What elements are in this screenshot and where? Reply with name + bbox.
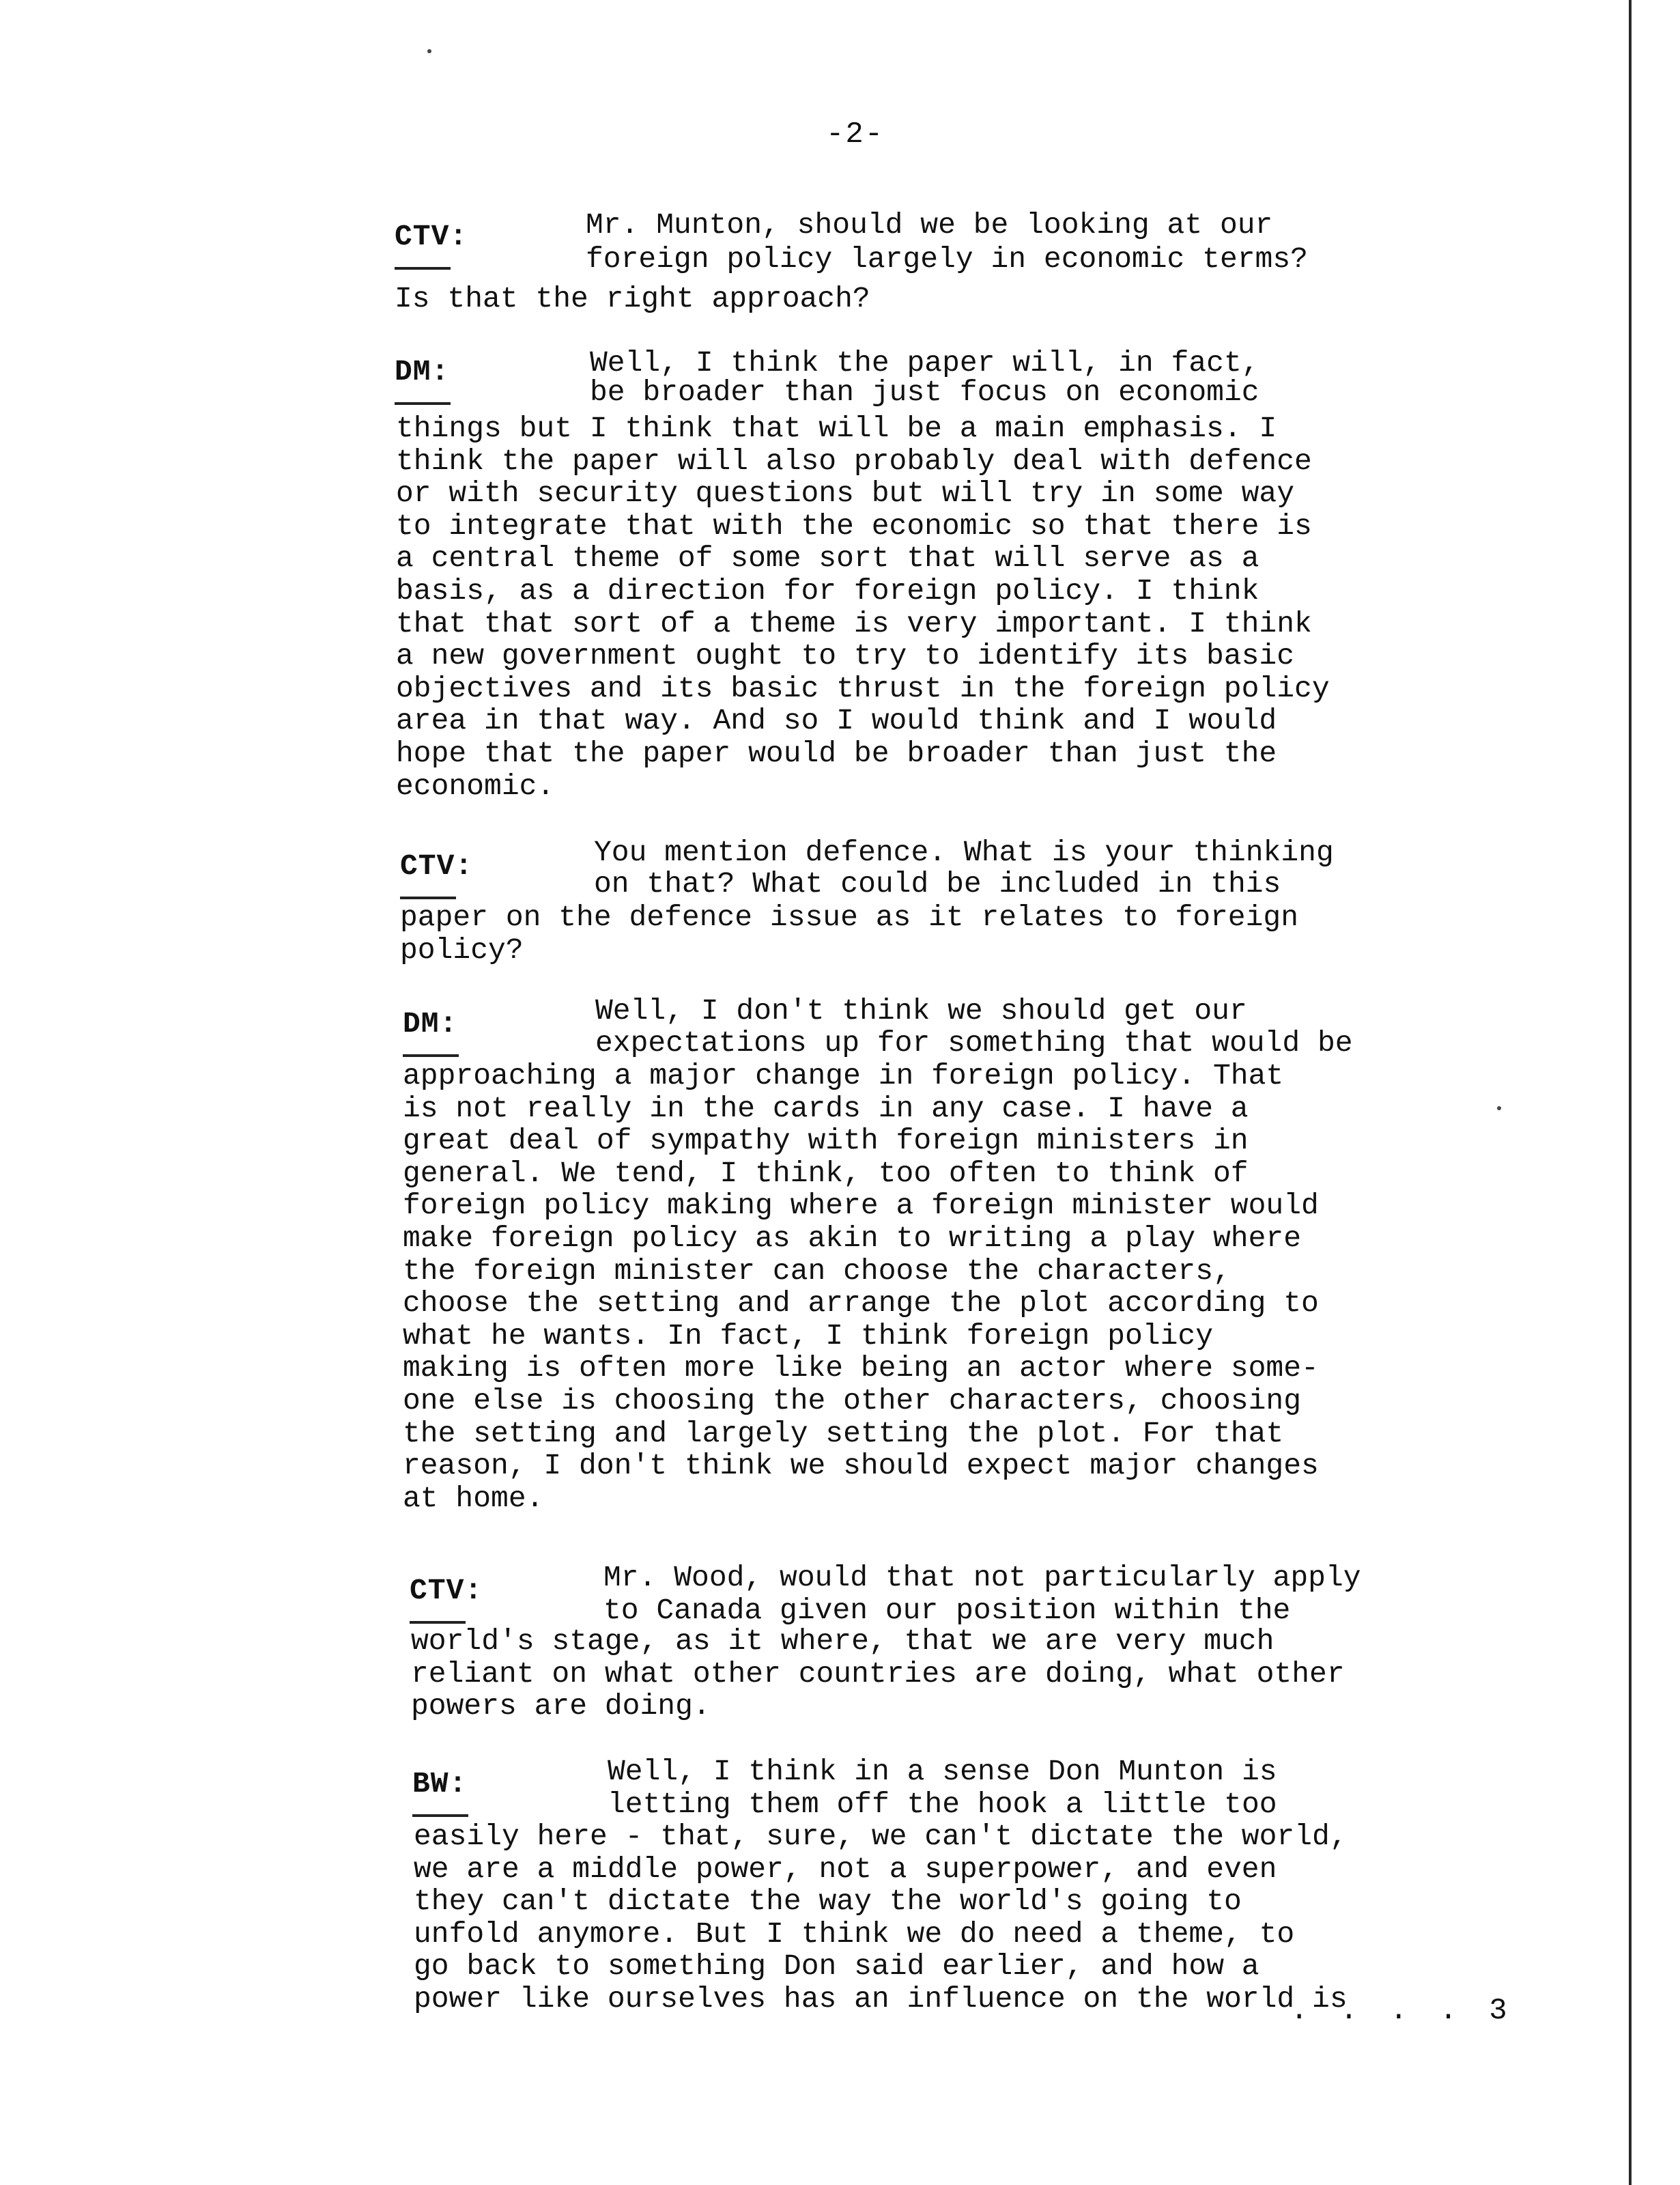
speech-line: powers are doing.	[411, 1689, 711, 1723]
speech-line: general. We tend, I think, too often to think of	[403, 1156, 1249, 1190]
first-line: expectations up for something that would be	[595, 1026, 1353, 1060]
speech-paragraph	[396, 412, 1330, 802]
speech-line: or with security questions but will try in some way	[396, 477, 1295, 511]
speech-line: world's stage, as it where, that we are very much	[411, 1624, 1275, 1658]
speech-line: power like ourselves has an influence on the world is	[414, 1982, 1348, 2016]
first-line: to Canada given our position within the	[603, 1594, 1291, 1627]
speech-line: basis, as a direction for foreign policy. I think	[396, 574, 1259, 608]
first-line: Well, I think the paper will, in fact,	[590, 346, 1259, 380]
speech-line: policy?	[400, 933, 524, 967]
scan-speck	[427, 49, 431, 53]
speech-line: reason, I don't think we should expect major changes	[403, 1449, 1319, 1483]
speech-line: a central theme of some sort that will serve as a	[396, 541, 1259, 576]
speech-line: things but I think that will be a main emphasis. I	[396, 412, 1277, 445]
first-line: be broader than just focus on economic	[590, 376, 1259, 409]
speech-line: make foreign policy as akin to writing a play where	[403, 1221, 1302, 1255]
speech-line: easily here - that, sure, we can't dictate the world,	[414, 1820, 1348, 1853]
speech-paragraph	[414, 1820, 1348, 2016]
speech-line: hope that the paper would be broader than just the	[396, 736, 1277, 770]
page-number: -2-	[826, 117, 885, 152]
speech-paragraph	[403, 1060, 1319, 1514]
speech-line: to integrate that with the economic so that there is	[396, 509, 1312, 543]
speech-line: choose the setting and arrange the plot according to	[403, 1286, 1319, 1321]
speech-paragraph	[400, 901, 1298, 966]
scan-speck	[1497, 1106, 1501, 1110]
continuation-marker: . . . . 3	[1290, 1994, 1514, 2028]
speech-line: approaching a major change in foreign policy. That	[403, 1059, 1284, 1092]
speech-line: go back to something Don said earlier, and how a	[414, 1949, 1259, 1984]
speech-paragraph	[411, 1625, 1345, 1723]
speech-paragraph	[395, 283, 870, 315]
speech-line: a new government ought to try to identify its basic	[396, 639, 1295, 673]
speech-line: economic.	[396, 769, 555, 803]
speech-line: they can't dictate the way the world's going to	[414, 1885, 1242, 1919]
speech-line: the foreign minister can choose the characters,	[403, 1254, 1231, 1288]
speech-line: foreign policy making where a foreign minister would	[403, 1189, 1319, 1223]
first-line: on that? What could be included in this	[594, 867, 1281, 901]
speech-line: paper on the defence issue as it relates to foreign	[400, 901, 1299, 934]
speech-line: think the paper will also probably deal with defence	[396, 444, 1312, 478]
speech-line: making is often more like being an actor where some-	[403, 1351, 1319, 1385]
speaker-label: CTV:	[410, 1574, 483, 1611]
first-line: letting them off the hook a little too	[608, 1788, 1277, 1821]
first-line: Mr. Munton, should we be looking at our	[586, 208, 1273, 242]
speech-line: objectives and its basic thrust in the foreign policy	[396, 671, 1330, 705]
speech-line: that that sort of a theme is very important. I think	[396, 606, 1312, 640]
first-line: Well, I don't think we should get our	[595, 994, 1247, 1028]
first-line: Mr. Wood, would that not particularly apply	[603, 1561, 1361, 1594]
speech-line: we are a middle power, not a superpower, and even	[414, 1852, 1277, 1886]
speaker-label: CTV:	[395, 220, 468, 257]
speaker-label: BW:	[412, 1767, 467, 1805]
speech-line: area in that way. And so I would think and I would	[396, 704, 1277, 738]
speech-line: what he wants. In fact, I think foreign policy	[403, 1319, 1213, 1353]
page-edge-line	[1629, 0, 1632, 2185]
speech-line: is not really in the cards in any case. I have a	[403, 1091, 1249, 1125]
speech-line: Is that the right approach?	[395, 282, 870, 315]
speaker-label: CTV:	[400, 849, 473, 887]
speaker-label: DM:	[395, 355, 449, 393]
speech-line: at home.	[403, 1481, 544, 1515]
first-line: Well, I think in a sense Don Munton is	[608, 1755, 1277, 1788]
speech-line: great deal of sympathy with foreign ministers in	[403, 1124, 1249, 1158]
speech-line: the setting and largely setting the plot. For that	[403, 1416, 1284, 1450]
first-line: You mention defence. What is your thinking	[594, 836, 1334, 869]
first-line: foreign policy largely in economic terms?	[586, 242, 1308, 276]
speech-line: reliant on what other countries are doing, what other	[411, 1657, 1345, 1691]
speech-line: one else is choosing the other characters, choosing	[403, 1383, 1302, 1418]
speaker-label: DM:	[403, 1007, 457, 1045]
speech-line: unfold anymore. But I think we do need a theme, to	[414, 1917, 1295, 1951]
